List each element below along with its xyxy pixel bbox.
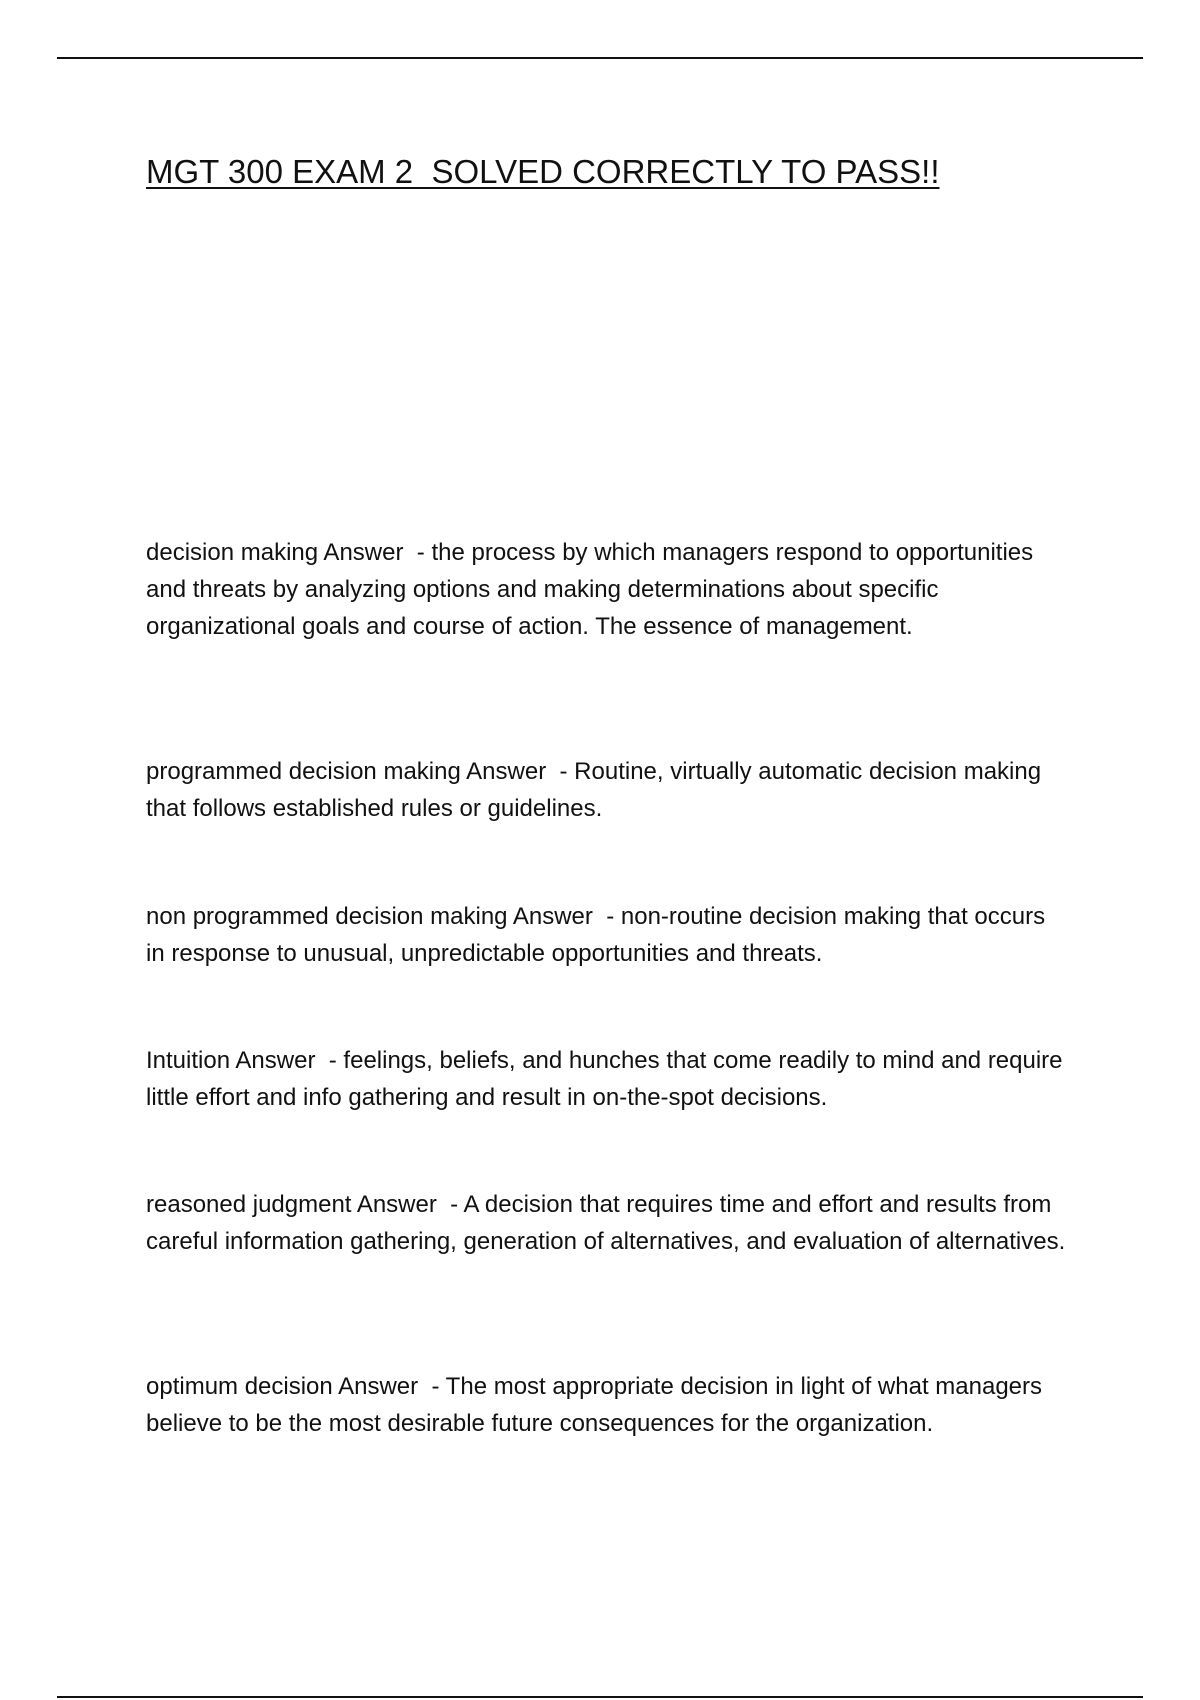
entry-reasoned-judgment: reasoned judgment Answer - A decision that requires time and effort and results from careful information gathering, generation of alternatives, and evaluation of alternatives.	[146, 1191, 1066, 1255]
bottom-divider	[57, 1696, 1143, 1698]
entry-non-programmed-decision-making: non programmed decision making Answer - non-routine decision making that occurs in response to unusual, unpredictable opportunities and threats.	[146, 903, 1052, 967]
entry-optimum-decision: optimum decision Answer - The most appropriate decision in light of what managers believe to be the most desirable future consequences for the organization.	[146, 1373, 1049, 1437]
document-title: MGT 300 EXAM 2 SOLVED CORRECTLY TO PASS!!	[146, 153, 940, 190]
entry-intuition: Intuition Answer - feelings, beliefs, and hunches that come readily to mind and require little effort and info gathering and result in on-the-spot decisions.	[146, 1047, 1070, 1111]
entry-decision-making: decision making Answer - the process by which managers respond to opportunities and threats by analyzing options and making determinations about specific organizational goals and course of action. The essence of management.	[146, 539, 1040, 640]
entry-programmed-decision-making: programmed decision making Answer - Routine, virtually automatic decision making that follows established rules or guidelines.	[146, 758, 1048, 822]
top-divider	[57, 57, 1143, 59]
